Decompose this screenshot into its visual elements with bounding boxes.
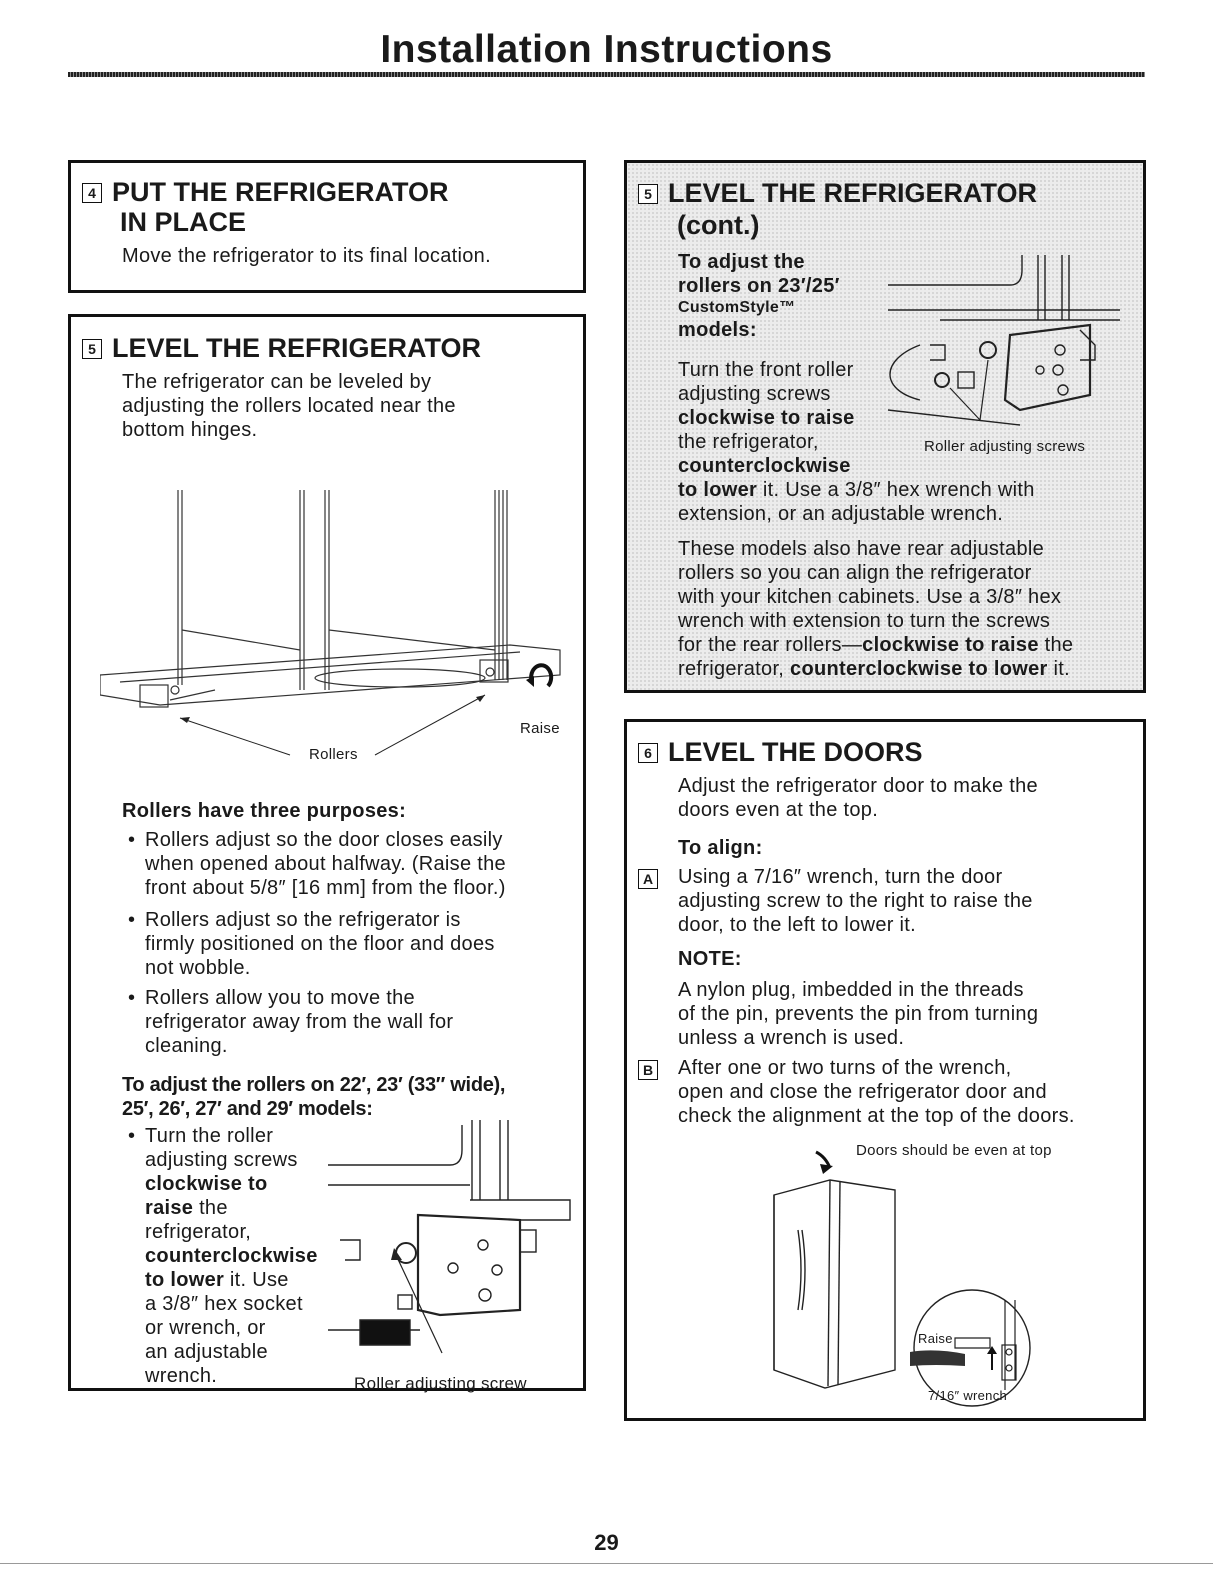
step4-number: 4 (82, 183, 102, 203)
step6-intro-line: doors even at the top. (678, 799, 879, 821)
step5-cont-heading (638, 178, 1037, 208)
rear-rollers-b: clockwise to raise (862, 634, 1039, 656)
rear-rollers-line (678, 633, 1073, 657)
customstyle-text-line: the refrigerator, (678, 431, 819, 453)
step5-intro (122, 370, 456, 442)
rear-rollers-line: with your kitchen cabinets. Use a 3/8″ hex (678, 586, 1062, 608)
step4-heading-line1: PUT THE REFRIGERATOR (112, 177, 449, 207)
bullet-firmly-positioned (145, 908, 495, 980)
rollers-illustration (100, 490, 570, 770)
step-a-line: Using a 7/16″ wrench, turn the door (678, 866, 1003, 888)
step-b-marker: B (638, 1060, 658, 1080)
bullet-turn-roller (145, 1124, 318, 1388)
step5-cont-heading-line2: (cont.) (677, 210, 760, 240)
adjust-line (145, 1196, 318, 1220)
step-b-line: open and close the refrigerator door and (678, 1081, 1047, 1103)
bullet-line: when opened about halfway. (Raise the (145, 853, 506, 875)
rear-rollers-line: These models also have rear adjustable (678, 538, 1045, 560)
customstyle-subheading (678, 250, 840, 342)
customstyle-lower-rest: it. Use a 3/8″ hex wrench with (757, 479, 1035, 501)
figure-caption-door-raise: Raise (918, 1331, 953, 1346)
models-heading (122, 1073, 505, 1121)
adjust-line: counterclockwise (145, 1245, 318, 1267)
roller-screw-illustration (320, 1120, 580, 1380)
adjust-line: or wrench, or (145, 1317, 266, 1339)
customstyle-text-line: Turn the front roller (678, 359, 854, 381)
bullet-line: front about 5/8″ [16 mm] from the floor.) (145, 877, 506, 899)
step6-intro (678, 774, 1038, 822)
step4-heading (82, 177, 449, 207)
bullet-door-closes (145, 828, 506, 900)
step-a-marker: A (638, 869, 658, 889)
step5-intro-line: adjusting the rollers located near the (122, 395, 456, 417)
customstyle-line: CustomStyle™ (678, 299, 796, 316)
figure-caption-rollers: Rollers (309, 746, 358, 763)
bullet-line: • Rollers adjust so the refrigerator is (145, 909, 461, 931)
note-heading: NOTE: (678, 948, 742, 970)
models-heading-line: 25′, 26′, 27′ and 29′ models: (122, 1098, 373, 1120)
page-number: 29 (594, 1530, 619, 1555)
adjust-line: • Turn the roller (145, 1125, 274, 1147)
note-line: A nylon plug, imbedded in the threads (678, 979, 1024, 1001)
step5-intro-line: bottom hinges. (122, 419, 258, 441)
purposes-heading: Rollers have three purposes: (122, 800, 407, 822)
adjust-line: refrigerator, (145, 1221, 252, 1243)
step6-intro-line: Adjust the refrigerator door to make the (678, 775, 1038, 797)
rear-rollers-c: the (1038, 634, 1074, 656)
step-b-text (678, 1056, 1075, 1128)
figure-caption-raise: Raise (520, 720, 560, 737)
customstyle-line: rollers on 23′/25′ (678, 275, 840, 297)
customstyle-lower-bold: to lower (678, 479, 758, 501)
bullet-line: cleaning. (145, 1035, 228, 1057)
rear-rollers-e: counterclockwise to lower (790, 658, 1048, 680)
doors-illustration (760, 1140, 1040, 1410)
step-a-line: door, to the left to lower it. (678, 914, 917, 936)
note-line: unless a wrench is used. (678, 1027, 905, 1049)
adjust-lower-bold: to lower (145, 1269, 225, 1291)
customstyle-text-line: extension, or an adjustable wrench. (678, 503, 1004, 525)
rear-rollers-d: refrigerator, (678, 658, 791, 680)
customstyle-roller-illustration (880, 250, 1140, 440)
step5-number: 5 (82, 339, 102, 359)
adjust-line: a 3/8″ hex socket (145, 1293, 303, 1315)
step4-heading-line2: IN PLACE (120, 207, 247, 237)
figure-caption-roller-screw: Roller adjusting screw (354, 1374, 527, 1393)
step6-heading (638, 737, 923, 767)
adjust-line: adjusting screws (145, 1149, 298, 1171)
customstyle-line: To adjust the (678, 251, 805, 273)
rear-rollers-line (678, 657, 1073, 681)
figure-caption-roller-screws: Roller adjusting screws (924, 438, 1086, 455)
figure-caption-wrench: 7/16″ wrench (928, 1388, 1008, 1403)
step5-cont-number: 5 (638, 184, 658, 204)
bullet-line: firmly positioned on the floor and does (145, 933, 495, 955)
customstyle-text-line (678, 478, 1035, 502)
bottom-rule (0, 1563, 1213, 1564)
adjust-line: clockwise to (145, 1173, 268, 1195)
bullet-line: refrigerator away from the wall for (145, 1011, 454, 1033)
adjust-line (145, 1268, 318, 1292)
bullet-line: • Rollers adjust so the door closes easily (145, 829, 503, 851)
step-a-text (678, 865, 1033, 937)
to-align-heading: To align: (678, 837, 763, 859)
step5-heading (82, 333, 481, 363)
step4-text: Move the refrigerator to its final location. (122, 245, 491, 267)
note-text (678, 978, 1038, 1050)
bullet-line: not wobble. (145, 957, 251, 979)
step5-heading-text: LEVEL THE REFRIGERATOR (112, 333, 482, 363)
bullet-move-refrigerator (145, 986, 453, 1058)
step5-intro-line: The refrigerator can be leveled by (122, 371, 432, 393)
rear-rollers-line: wrench with extension to turn the screws (678, 610, 1051, 632)
rear-rollers-f: it. (1047, 658, 1070, 680)
bullet-line: • Rollers allow you to move the (145, 987, 415, 1009)
step-a-line: adjusting screw to the right to raise the (678, 890, 1033, 912)
rear-rollers-a: for the rear rollers— (678, 634, 863, 656)
step5-cont-heading-line1: LEVEL THE REFRIGERATOR (668, 178, 1038, 208)
adjust-raise-rest: the (193, 1197, 228, 1219)
rear-rollers-paragraph (678, 537, 1073, 681)
step6-heading-text: LEVEL THE DOORS (668, 737, 923, 767)
adjust-raise-bold: raise (145, 1197, 194, 1219)
step-b-line: check the alignment at the top of the doors. (678, 1105, 1075, 1127)
adjust-line: wrench. (145, 1365, 218, 1387)
customstyle-text-line: adjusting screws (678, 383, 831, 405)
customstyle-text-line: clockwise to raise (678, 407, 855, 429)
note-line: of the pin, prevents the pin from turning (678, 1003, 1039, 1025)
title-rule (68, 72, 1145, 77)
customstyle-line: models: (678, 319, 757, 341)
adjust-line: an adjustable (145, 1341, 268, 1363)
step6-number: 6 (638, 743, 658, 763)
figure-caption-doors-even: Doors should be even at top (856, 1142, 1052, 1159)
customstyle-text-line: counterclockwise (678, 455, 851, 477)
models-heading-line: To adjust the rollers on 22′, 23′ (33″ wide), (122, 1074, 506, 1096)
step-b-line: After one or two turns of the wrench, (678, 1057, 1012, 1079)
page-title: Installation Instructions (380, 28, 833, 71)
adjust-lower-rest: it. Use (224, 1269, 289, 1291)
rear-rollers-line: rollers so you can align the refrigerator (678, 562, 1032, 584)
